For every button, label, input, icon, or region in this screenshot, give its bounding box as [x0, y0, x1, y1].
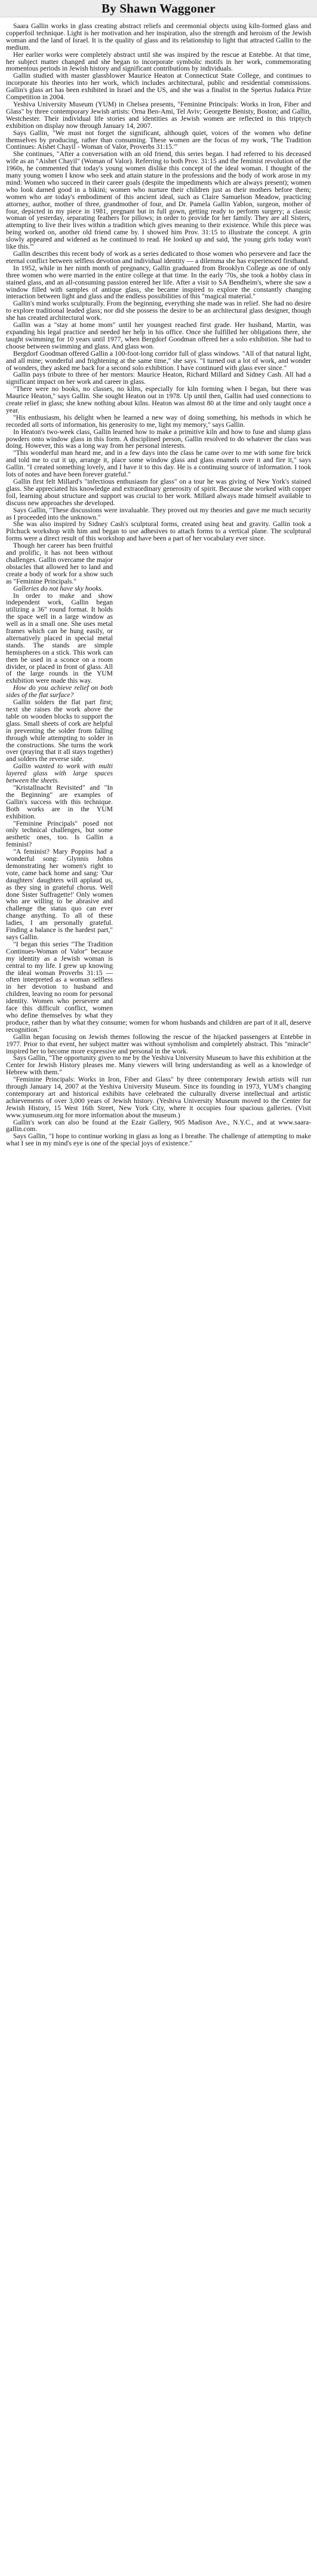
- byline-header: [0, 0, 317, 17]
- article-paragraph: Says Gallin, "These discussions were invaluable. They proved out my theories and gave me much security as I proceeded into the unknown.": [6, 506, 311, 521]
- article-paragraph: "This wonderful man heard me, and in a few days into the class he came over to me with some fire brick and told me to cut it up, arrange it, place some window glass and glass enamels over it and fire it," says Gallin. "I created something lovely, and I have it to this day. He is a continuing source of information. I took lots of notes and have been forever grateful.": [6, 449, 311, 479]
- article-paragraph: Gallin was a "stay at home mom" until her youngest reached first grade. Her husband, Martin, was expanding his legal practice and needed her help in his office. Once she fulfilled her obligations there, she taught swimming for 10 years until 1977, when Bergdorf Goodman offered her a solo exhibition. She had to choose between swimming and glass. And glass won.: [6, 321, 311, 350]
- article-paragraph: Says Gallin, "I hope to continue working in glass as long as I breathe. The challenge of attempting to make what I see in my mind's eye is one of the special joys of existence.": [6, 1132, 311, 1148]
- article-paragraph: Though her career has been fruitful and prolific, it has not been without challenges. Gallin overcame the major obstacles that allowed her to land and create a body of work for a show such as "Feminine Principals.": [6, 542, 113, 585]
- article-paragraph: "A feminist? Mary Poppins had a wonderful song: Glynnis Johns demonstrating her women's right to vote, came back home and sang: 'Our daughters' daughters will applaud us, as they sing in grateful chorus. Well done Sister Suffragette!' Only women who are willing to be abrasive and challenge the status quo can ever change anything. To all of these ladies, I am personally grateful. Finding a balance is the hardest part," says Gallin.: [6, 848, 113, 941]
- article-paragraph: Saara Gallin works in glass creating abstract reliefs and ceremonial objects using kiln-formed glass and copperfoil technique. Light is her motivation and her inspiration, also the strength and heroism of the Jewish woman and the land of Israel. It is the quality of glass and its relationship to light that attracted Gallin to the medium.: [6, 23, 311, 51]
- artwork-image-area: [119, 543, 311, 1010]
- article-paragraph: In Heaton's two-week class, Gallin learned how to make a primitive kiln and how to fuse and slump glass powders onto window glass in this form. A disciplined person, Gallin resolved to do whatever the class was doing. However, this was a long way from her personal interests.: [6, 427, 311, 450]
- article-paragraph: "Kristallnacht Revisited" and "In the Beginning" are examples of Gallin's success with this technique. Both works are in the YUM exhibition.: [6, 783, 113, 820]
- article-body: [6, 23, 311, 2570]
- article-paragraph: Gallin's work can also be found at the Ezair Gallery, 905 Madison Ave., N.Y.C., and at www.saara-gallin.com.: [6, 1118, 311, 1133]
- article-paragraph: "Feminine Principals" posed not only technical challenges, but some aesthetic ones, too. Is Gallin a feminist?: [6, 819, 113, 849]
- article-paragraph: Her earlier works were completely abstract until she was inspired by the rescue at Entebbe. At that time, her subject matter changed and she began to incorporate symbolic motifs in her work, commemorating momentous periods in Jewish history and significant contributions by individuals.: [6, 50, 311, 73]
- article-paragraph: Gallin's mind works sculpturally. From the beginning, everything she made was in relief. She had no desire to explore traditional leaded glass; nor did she possess the desire to be an architectural glass designer, though she has created architectural work.: [6, 300, 311, 322]
- article-paragraph: Bergdorf Goodman offered Gallin a 100-foot-long corridor full of glass windows. "All of that natural light, and all mine; wonderful and frightening at the same time," she says. "I turned out a lot of work, and wonder of wonders, they asked me back for a second solo exhibition. I have continued with glass ever since.": [6, 349, 311, 372]
- article-paragraph: Yeshiva University Museum (YUM) in Chelsea presents, "Feminine Principals: Works in Iron, Fiber and Glass" by three contemporary Jewish artists: Orna Ben-Ami, Tel Aviv; Georgette Benisty, Boston; and Gallin, Westchester. Their individual life stories and identities as Jewish women are reflected in this triptych exhibition on display now through January 14, 2007.: [6, 100, 311, 130]
- article-paragraph: "There were no books, no classes, no kilns, especially for kiln forming when I began, but there was Maurice Heaton," says Gallin. She sought Heaton out in 1978. Up until then, Gallin had used connections to create relief in glass; she knew nothing about kilns. Heaton was almost 80 at the time and only taught once a year.: [6, 385, 311, 414]
- subhead-question: Gallin wanted to work with multi layered glass with large spaces between the sheets.: [6, 762, 113, 785]
- article-paragraph: Says Gallin, "We must not forget the significant, although quiet, voices of the women who define themselves by producing, rather than consuming. These women are the focus of my work, 'The Tradition Continues: Aishet Chayil - Woman of Valor, Proverbs 31:15.'": [6, 129, 311, 151]
- article-paragraph: "Feminine Principals: Works in Iron, Fiber and Glass" by three contemporary Jewish artists will run through January 14, 2007 at the Yeshiva University Museum. Since its founding in 1973, YUM's changing contemporary art and historical exhibits have celebrated the culturally diverse intellectual and artistic achievements of over 3,000 years of Jewish history. (Yeshiva University Museum moved to the Center for Jewish History, 15 West 16th Street, New York City, where it occupies four spacious galleries. (Visit www.yumuseum.org for more information about the museum.): [6, 1075, 311, 1119]
- subhead-question: Galleries do not have sky hooks.: [13, 584, 103, 592]
- subhead-question: How do you achieve relief on both sides of the flat surface?: [6, 684, 113, 699]
- article-paragraph: Gallin studied with master glassblower Maurice Heaton at Connecticut State College, and continues to incorporate his theories into her work, which includes architectural, public and residential commissions. Gallin's glass art has been exhibited in Israel and the US, and she was a finalist in the Spertus Judaica Prize Competition in 2004.: [6, 72, 311, 102]
- article-paragraph: Gallin pays tribute to three of her mentors: Maurice Heaton, Richard Millard and Sidney Cash. All had a significant impact on her work and career in glass.: [6, 371, 311, 386]
- article-paragraph: "His enthusiasm, his delight when he learned a new way of doing something, his methods in which he recorded all sorts of information, his generosity to me, light my memory," says Gallin.: [6, 413, 311, 429]
- article-paragraph: Gallin began focusing on Jewish themes following the rescue of the hijacked passengers at Entebbe in 1977. Prior to that event, her subject matter was without symbolism and completely abstract. This "miracle" inspired her to become more expressive and personal in the work.: [6, 1032, 311, 1055]
- article-paragraph: Says Gallin, "The opportunity given to me by the Yeshiva University Museum to have this exhibition at the Center for Jewish History pleases me. Many viewers will bring understanding as well as a knowledge of Hebrew with them.": [6, 1054, 311, 1077]
- article-paragraph: She continues, "After a conversation with an old friend, this series began. I had referred to his deceased wife as an "Aishet Chayil" (Woman of Valor). Referring to both Prov. 31:15 and the feminist revolution of the 1960s, he commented that today's young women dislike this concept of the ideal woman. I thought of the many young women I know who seek and attain stature in the professions and the body of work arose in my mind: Women who succeed in their career goals (despite the impediments which are always present); women who look darned good in a bikini; women who nurture their children just as their mothers before them; women who are today's embodiment of this ancient ideal, such as Claire Samuelson Meadow, practicing attorney, author, mother of three, grandmother of four, and Dr. Pamela Gallin Yablon, surgeon, mother of four, depicted in my piece in 1981, pregnant but in full gown, getting ready to perform surgery; a classic woman of yesterday, separating feathers for pillows; in order to provide for her family. They are all Sisters, attempting to live their lives within a tradition which gives meaning to their existence. While this piece was being worked on, another old friend came by. I showed him Prov. 31:15 to illustrate the concept. A grin slowly appeared and widened as he continued to read. He looked up and said, 'the young girls today won't like this.'": [6, 150, 311, 251]
- article-paragraph: Gallin describes this recent body of work as a series dedicated to those women who persevere and face the eternal conflict between selfless devotion and individual identity — a dilemma she has experienced firsthand.: [6, 250, 311, 265]
- byline: By Shawn Waggoner: [101, 1, 216, 16]
- article-paragraph: She was also inspired by Sidney Cash's sculptural forms, created using heat and gravity. Gallin took a Pilchuck workshop with him and began to use adhesives to attach forms to a vertical plane. The sculptural forms were a direct result of this workshop and have been a part of her vocabulary ever since.: [6, 520, 311, 543]
- article-paragraph: "I began this series "The Tradition Continues-Woman of Valor" because my identity as a Jewish woman is central to my life. I grew up knowing the ideal woman Proverbs 31:15 — often interpreted as a woman selfless in her devotion to husband and children, leaving no room for personal identity. Women who persevere and face this difficult conflict, women who define themselves by what they produce, rather than by what they consume; women for whom husbands and children are part of it all, deserve recognition.": [6, 940, 311, 1034]
- article-paragraph: Gallin solders the flat part first; next she raises the work above the table on wooden blocks to support the glass. Small sheets of cork are helpful in preventing the solder from falling through while attempting to solder in the constructions. She turns the work over (praying that it all stays together) and solders the reverse side.: [6, 698, 113, 763]
- article-paragraph: In order to make and show independent work, Gallin began utilizing a 36" round format. It holds the space well in a large window as well as in a small one. She uses metal frames which can be hung easily, or alternatively placed in special metal stands. The stands are simple hemispheres on a stick. This work can then be used in a sconce on a room divider, or placed in front of glass. All of the large rounds in the YUM exhibition were made this way.: [6, 591, 113, 685]
- article-paragraph: Gallin first felt Millard's "infectious enthusiasm for glass" on a tour he was giving of New York's stained glass. She appreciated his knowledge and extraordinary generosity of spirit. Because she worked with copper foil, learning about structure and support was crucial to her work. Millard always made himself available to discuss new approaches she developed.: [6, 478, 311, 507]
- article-paragraph: In 1952, while in her ninth month of pregnancy, Gallin graduated from Brooklyn College as one of only three women who were married in the entire college at that time. In the early '70s, she took a hobby class in stained glass, and an all-consuming passion entered her life. After a visit to SA Bendheim's, where she saw a window filled with samples of antique glass, she became inspired to explore the constantly changing interaction between light and glass and the endless possibilities of this "magical material.": [6, 264, 311, 301]
